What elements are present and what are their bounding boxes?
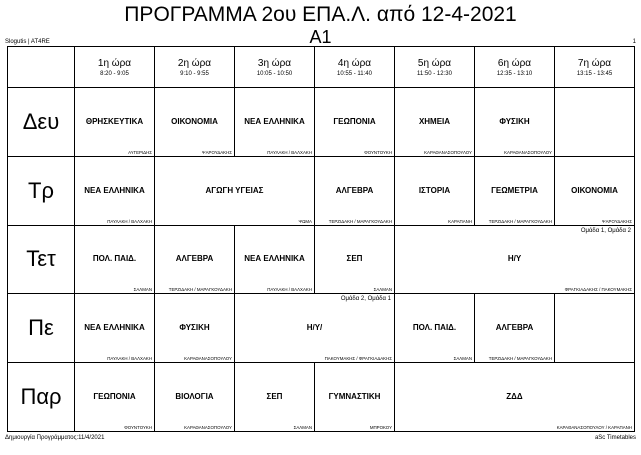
- group-label: Ομάδα 2, Ομάδα 1: [340, 296, 391, 303]
- period-header: [475, 47, 555, 88]
- lesson-teacher: ΚΑΡΑΘΑΝΑΣΟΠΟΥΛΟΥ: [184, 356, 232, 362]
- lesson-subject: ΧΗΜΕΙΑ: [418, 116, 451, 126]
- day-label: Τετ: [8, 225, 75, 294]
- lesson-teacher: ΤΕΡΖΙΔΑΚΗ / ΜΑΡΑΓΚΟΥΔΑΚΗ: [488, 218, 552, 224]
- lesson-subject: ΣΕΠ: [266, 392, 283, 402]
- lesson-cell: [235, 88, 315, 157]
- period-header: [315, 47, 395, 88]
- lesson-cell: [235, 294, 395, 363]
- lesson-teacher: ΣΑΛΜΑΝ: [293, 425, 312, 430]
- lesson-subject: Η/Υ: [507, 254, 522, 264]
- lesson-subject: ΑΛΓΕΒΡΑ: [495, 323, 534, 333]
- lesson-subject: ΓΕΩΠΟΝΙΑ: [333, 116, 376, 126]
- lesson-subject: ΠΟΛ. ΠΑΙΔ.: [412, 323, 457, 333]
- day-row: [8, 294, 635, 363]
- lesson-subject: ΓΥΜΝΑΣΤΙΚΗ: [328, 392, 381, 402]
- lesson-teacher: ΠΑΥΛΑΚΗ / ΒΑΛΧΑΚΗ: [267, 149, 312, 155]
- period-name: 6η ώρα: [497, 58, 532, 69]
- lesson-cell: [155, 88, 235, 157]
- day-label: Τρ: [8, 156, 75, 225]
- class-name: Α1: [309, 27, 332, 47]
- day-label: Δευ: [8, 88, 75, 157]
- lesson-cell: [395, 225, 635, 294]
- period-name: 4η ώρα: [337, 58, 372, 69]
- lesson-cell: [155, 294, 235, 363]
- lesson-teacher: ΠΑΚΟΥΜΑΚΗΣ / ΦΡΑΓΚΙΑΔΑΚΗΣ: [324, 356, 392, 362]
- lesson-cell: [555, 156, 635, 225]
- lesson-cell: [395, 363, 635, 432]
- lesson-cell: [155, 363, 235, 432]
- lesson-cell: [75, 88, 155, 157]
- page-title: ΠΡΟΓΡΑΜΜΑ 2ου ΕΠΑ.Λ. από 12-4-2021: [124, 3, 517, 26]
- lesson-teacher: ΦΟΥΝΤΟΥΚΗ: [364, 149, 392, 155]
- lesson-subject: ΑΛΓΕΒΡΑ: [175, 254, 214, 264]
- lesson-subject: ΠΟΛ. ΠΑΙΔ.: [92, 254, 137, 264]
- lesson-subject: ΖΔΔ: [506, 392, 523, 402]
- lesson-teacher: ΠΑΥΛΑΚΗ / ΒΑΛΧΑΚΗ: [267, 287, 312, 293]
- lesson-cell: [475, 294, 555, 363]
- period-time: 11:50 - 12:30: [417, 71, 452, 77]
- period-header: [155, 47, 235, 88]
- lesson-cell: [475, 156, 555, 225]
- lesson-cell: [395, 88, 475, 157]
- empty-cell: [555, 88, 635, 157]
- lesson-teacher: ΨΑΡΟΥΔΑΚΗΣ: [201, 149, 232, 155]
- footer-software: aSc Timetables: [594, 435, 636, 441]
- lesson-cell: [235, 363, 315, 432]
- lesson-cell: [155, 225, 235, 294]
- lesson-cell: [75, 363, 155, 432]
- lesson-subject: ΦΥΣΙΚΗ: [499, 116, 530, 126]
- lesson-cell: [75, 156, 155, 225]
- lesson-subject: Η/Υ/: [306, 323, 323, 333]
- lesson-subject: ΘΡΗΣΚΕΥΤΙΚΑ: [85, 116, 144, 126]
- period-time: 10:05 - 10:50: [256, 71, 293, 77]
- lesson-cell: [235, 225, 315, 294]
- period-time: 8:20 - 9:05: [100, 71, 129, 77]
- lesson-teacher: ΜΠΡΟΚΟΥ: [369, 425, 392, 430]
- empty-cell: [555, 294, 635, 363]
- lesson-teacher: ΠΑΥΛΑΚΗ / ΒΑΛΧΑΚΗ: [107, 356, 152, 362]
- lesson-teacher: ΚΑΡΑΠΑΝΗ: [448, 218, 472, 224]
- left-tag: Slogutis | AT4RE: [5, 39, 50, 45]
- period-name: 2η ώρα: [177, 58, 212, 69]
- lesson-subject: ΑΛΓΕΒΡΑ: [335, 185, 374, 195]
- lesson-cell: [315, 225, 395, 294]
- lesson-teacher: ΦΟΥΝΤΟΥΚΗ: [124, 425, 152, 430]
- page-number: 1: [632, 39, 636, 45]
- lesson-teacher: ΚΑΡΑΘΑΝΑΣΟΠΟΥΛΟΥ: [184, 425, 232, 430]
- lesson-subject: ΝΕΑ ΕΛΛΗΝΙΚΑ: [244, 116, 305, 126]
- day-row: [8, 225, 635, 294]
- lesson-cell: [155, 156, 315, 225]
- day-row: [8, 156, 635, 225]
- lesson-cell: [315, 363, 395, 432]
- day-row: [8, 88, 635, 157]
- lesson-cell: [395, 156, 475, 225]
- lesson-subject: ΝΕΑ ΕΛΛΗΝΙΚΑ: [244, 254, 305, 264]
- group-label: Ομάδα 1, Ομάδα 2: [580, 227, 631, 234]
- period-name: 7η ώρα: [577, 58, 612, 69]
- corner-cell: [8, 47, 75, 88]
- lesson-subject: ΓΕΩΠΟΝΙΑ: [93, 392, 136, 402]
- lesson-teacher: ΣΑΛΜΑΝ: [373, 287, 392, 293]
- lesson-cell: [475, 88, 555, 157]
- lesson-subject: ΑΓΩΓΗ ΥΓΕΙΑΣ: [205, 185, 264, 195]
- footer-created: Δημιουργία Προγράμματος:11/4/2021: [5, 435, 105, 441]
- header-row: [8, 47, 635, 88]
- period-time: 13:15 - 13:45: [576, 71, 613, 77]
- lesson-teacher: ΦΡΑΓΚΙΑΔΑΚΗΣ / ΠΑΚΟΥΜΑΚΗΣ: [564, 287, 632, 293]
- lesson-subject: ΣΕΠ: [346, 254, 363, 264]
- lesson-subject: ΟΙΚΟΝΟΜΙΑ: [571, 185, 618, 195]
- lesson-teacher: ΣΑΛΜΑΝ: [133, 287, 152, 293]
- period-header: [395, 47, 475, 88]
- period-time: 12:35 - 13:10: [496, 71, 533, 77]
- lesson-subject: ΟΙΚΟΝΟΜΙΑ: [171, 116, 218, 126]
- lesson-subject: ΦΥΣΙΚΗ: [179, 323, 210, 333]
- period-name: 5η ώρα: [417, 58, 452, 69]
- lesson-teacher: ΚΑΡΑΘΑΝΑΣΟΠΟΥΛΟΥ / ΚΑΡΑΠΑΝΗ: [556, 425, 632, 430]
- lesson-teacher: ΤΕΡΖΙΔΑΚΗ / ΜΑΡΑΓΚΟΥΔΑΚΗ: [488, 356, 552, 362]
- lesson-teacher: ΠΑΥΛΑΚΗ / ΒΑΛΧΑΚΗ: [107, 218, 152, 224]
- period-header: [235, 47, 315, 88]
- timetable-grid: [7, 46, 635, 432]
- lesson-cell: [315, 88, 395, 157]
- day-label: Παρ: [8, 363, 75, 432]
- period-name: 3η ώρα: [257, 58, 292, 69]
- period-time: 9:10 - 9:55: [180, 71, 209, 77]
- day-label: Πε: [8, 294, 75, 363]
- period-time: 10:55 - 11:40: [337, 71, 372, 77]
- lesson-cell: [75, 294, 155, 363]
- lesson-cell: [395, 294, 475, 363]
- lesson-subject: ΝΕΑ ΕΛΛΗΝΙΚΑ: [84, 185, 145, 195]
- lesson-subject: ΝΕΑ ΕΛΛΗΝΙΚΑ: [84, 323, 145, 333]
- lesson-teacher: ΨΩΜΑ: [298, 218, 312, 224]
- day-row: [8, 363, 635, 432]
- lesson-teacher: ΤΕΡΖΙΔΑΚΗ / ΜΑΡΑΓΚΟΥΔΑΚΗ: [328, 218, 392, 224]
- lesson-subject: ΒΙΟΛΟΓΙΑ: [175, 392, 214, 402]
- lesson-cell: [75, 225, 155, 294]
- lesson-teacher: ΑΥΓΕΡΙΔΗΣ: [128, 149, 152, 155]
- lesson-teacher: ΚΑΡΑΘΑΝΑΣΟΠΟΥΛΟΥ: [424, 149, 472, 155]
- period-header: [555, 47, 635, 88]
- lesson-subject: ΙΣΤΟΡΙΑ: [418, 185, 451, 195]
- lesson-teacher: ΚΑΡΑΘΑΝΑΣΟΠΟΥΛΟΥ: [504, 149, 552, 155]
- lesson-teacher: ΣΑΛΜΑΝ: [453, 356, 472, 362]
- period-name: 1η ώρα: [97, 58, 132, 69]
- lesson-teacher: ΨΑΡΟΥΔΑΚΗΣ: [601, 218, 632, 224]
- lesson-subject: ΓΕΩΜΕΤΡΙΑ: [491, 185, 538, 195]
- period-header: [75, 47, 155, 88]
- lesson-cell: [315, 156, 395, 225]
- lesson-teacher: ΤΕΡΖΙΔΑΚΗ / ΜΑΡΑΓΚΟΥΔΑΚΗ: [168, 287, 232, 293]
